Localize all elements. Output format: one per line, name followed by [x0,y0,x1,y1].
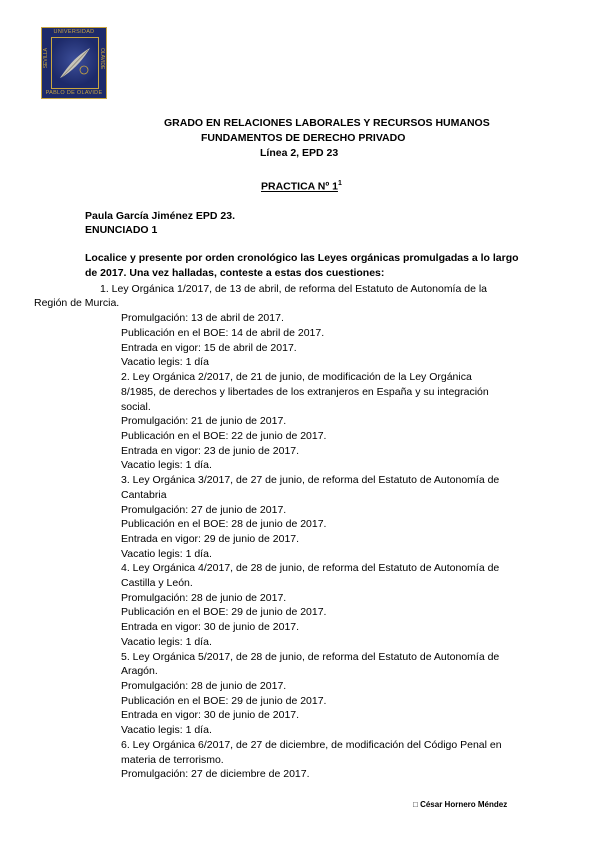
list-line: Entrada en vigor: 30 de junio de 2017. [121,621,300,633]
list-line: Región de Murcia. [34,297,120,309]
list-line: 6. Ley Orgánica 6/2017, de 27 de diciembre, de modificación del Código Penal en [121,739,502,751]
list-line: Promulgación: 28 de junio de 2017. [121,592,287,604]
list-line: 1. Ley Orgánica 1/2017, de 13 de abril, de reforma del Estatuto de Autonomía de la [100,283,488,295]
list-line: Promulgación: 28 de junio de 2017. [121,680,287,692]
list-line: 5. Ley Orgánica 5/2017, de 28 de junio, de reforma del Estatuto de Autonomía de [121,651,500,663]
list-line: Aragón. [121,665,158,677]
university-logo [41,27,107,99]
list-line: Vacatio legis: 1 día. [121,724,212,736]
list-line: Publicación en el BOE: 29 de junio de 2017. [121,695,327,707]
page-title [261,177,342,194]
footer-symbol: □ [413,800,418,809]
list-line: Entrada en vigor: 30 de junio de 2017. [121,709,300,721]
list-line: Cantabria [121,489,167,501]
list-line: Vacatio legis: 1 día. [121,636,212,648]
enunciado: ENUNCIADO 1 [85,224,158,236]
feather-icon [54,40,96,86]
list-line: materia de terrorismo. [121,754,224,766]
list-line: Promulgación: 21 de junio de 2017. [121,415,287,427]
logo-bottom-text: PABLO DE OLAVIDE [45,90,103,96]
list-line: Entrada en vigor: 29 de junio de 2017. [121,533,300,545]
title-text: PRACTICA Nº 1 [261,180,338,193]
list-line: Entrada en vigor: 15 de abril de 2017. [121,342,297,354]
list-line: Entrada en vigor: 23 de junio de 2017. [121,445,300,457]
list-line: 4. Ley Orgánica 4/2017, de 28 de junio, de reforma del Estatuto de Autonomía de [121,562,500,574]
list-line: Publicación en el BOE: 29 de junio de 2017. [121,606,327,618]
intro-line-1: Localice y presente por orden cronológico las Leyes orgánicas promulgadas a lo largo [85,252,519,264]
list-line: 2. Ley Orgánica 2/2017, de 21 de junio, de modificación de la Ley Orgánica [121,371,472,383]
list-line: Publicación en el BOE: 28 de junio de 2017. [121,518,327,530]
list-line: Vacatio legis: 1 día. [121,548,212,560]
author: Paula García Jiménez EPD 23. [85,210,235,222]
list-line: Publicación en el BOE: 22 de junio de 2017. [121,430,327,442]
list-line: Vacatio legis: 1 día [121,356,209,368]
list-line: Promulgación: 27 de junio de 2017. [121,504,287,516]
list-line: 8/1985, de derechos y libertades de los extranjeros en España y su integración [121,386,489,398]
intro-line-2: de 2017. Una vez halladas, conteste a estas dos cuestiones: [85,267,385,279]
logo-side-right-text: OLAVIDE [99,48,105,70]
list-line: Promulgación: 13 de abril de 2017. [121,312,284,324]
list-line: Castilla y León. [121,577,193,589]
list-line: Promulgación: 27 de diciembre de 2017. [121,768,310,780]
list-line: social. [121,401,151,413]
header-subject: FUNDAMENTOS DE DERECHO PRIVADO [201,132,406,144]
footer [413,798,507,813]
logo-side-left-text: SEVILLA [43,48,49,69]
header-line: Línea 2, EPD 23 [260,147,339,159]
title-superscript: 1 [337,180,342,187]
logo-top-text: UNIVERSIDAD [53,29,95,35]
header-degree: GRADO EN RELACIONES LABORALES Y RECURSOS HUMANOS [164,117,490,129]
footer-author: César Hornero Méndez [420,800,508,809]
list-line: Publicación en el BOE: 14 de abril de 2017. [121,327,325,339]
list-line: 3. Ley Orgánica 3/2017, de 27 de junio, de reforma del Estatuto de Autonomía de [121,474,500,486]
list-line: Vacatio legis: 1 día. [121,459,212,471]
